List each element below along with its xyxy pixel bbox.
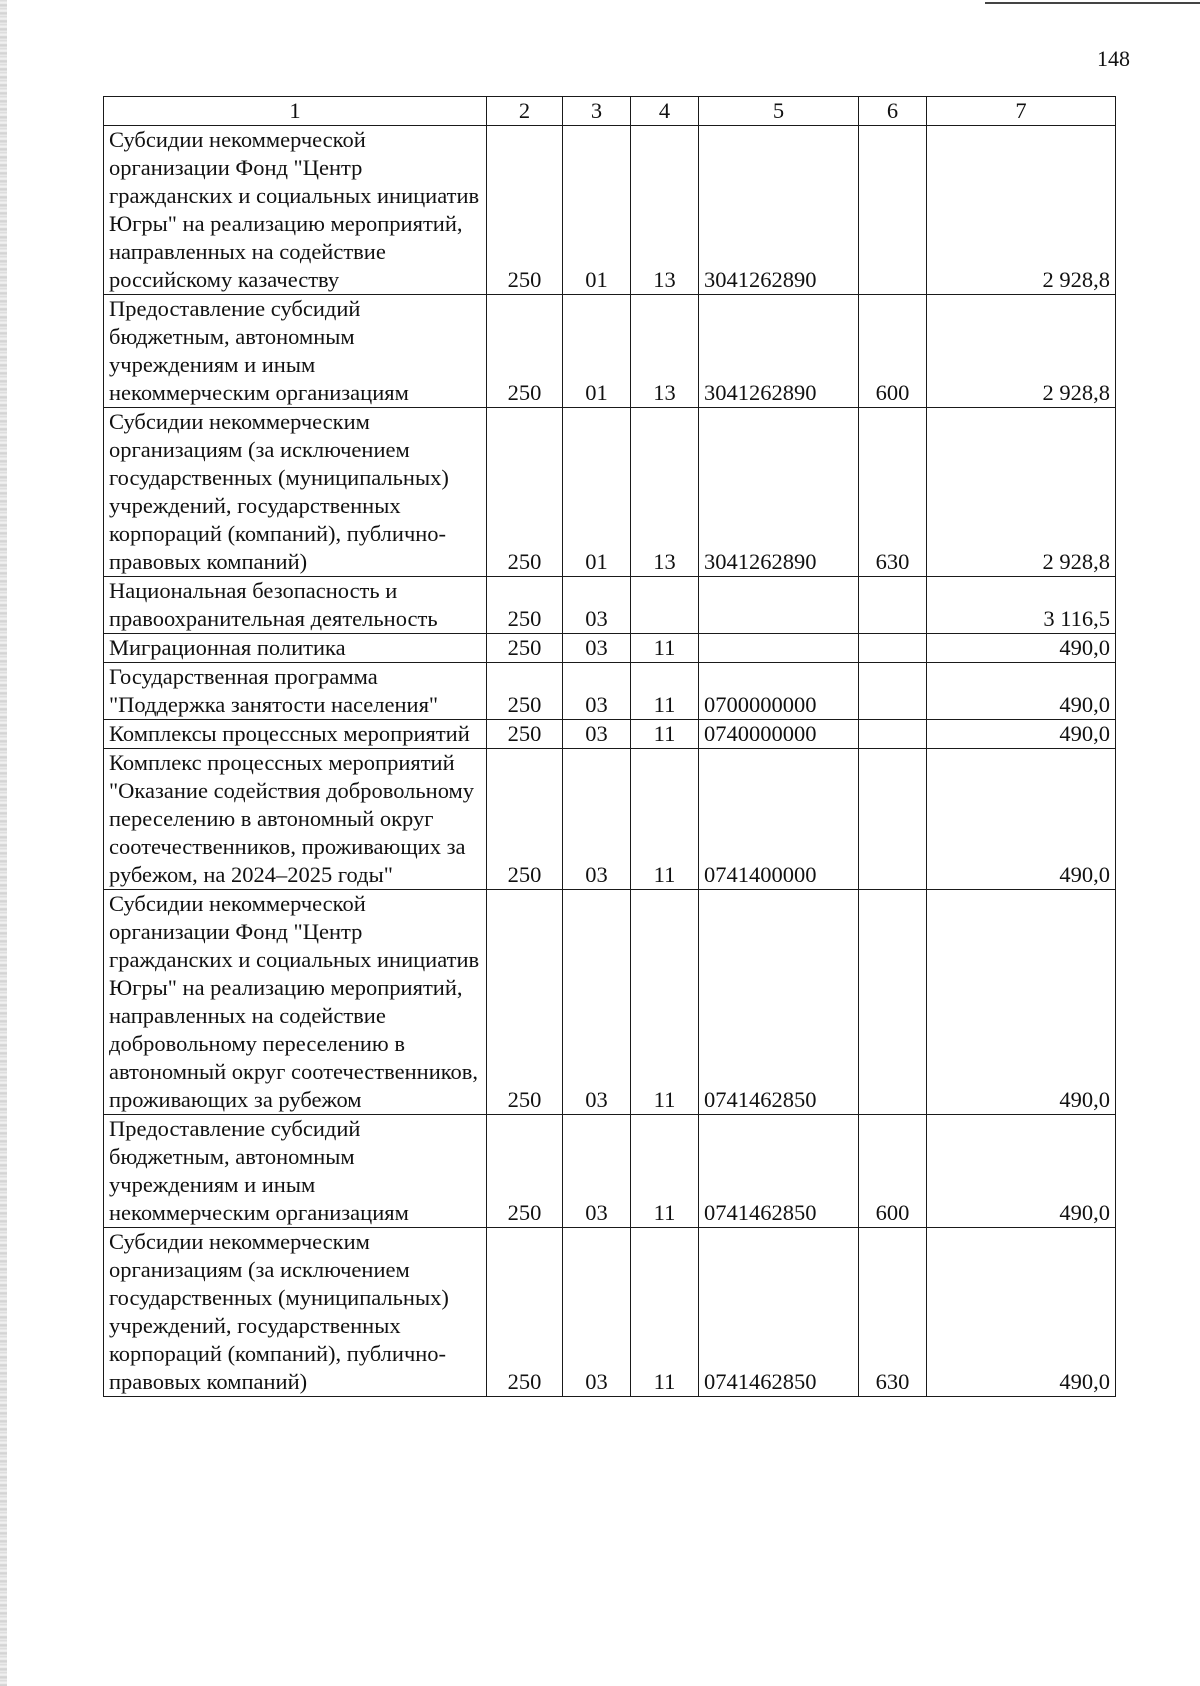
cell-col2: 250: [487, 1228, 563, 1397]
cell-col6: [859, 126, 927, 295]
row-name: Предоставление субсидий бюджетным, автономным учреждениям и иным некоммерческим организациям: [104, 1115, 487, 1228]
cell-col5: 0741462850: [699, 890, 859, 1115]
cell-col5: [699, 577, 859, 634]
cell-amount: 2 928,8: [927, 408, 1116, 577]
cell-col6: [859, 577, 927, 634]
cell-col6: [859, 720, 927, 749]
table-row: [104, 408, 1116, 577]
cell-col2: 250: [487, 408, 563, 577]
row-name: Миграционная политика: [104, 634, 487, 663]
cell-col2: 250: [487, 126, 563, 295]
cell-col3: 03: [563, 1115, 631, 1228]
cell-amount: 490,0: [927, 890, 1116, 1115]
row-name: Субсидии некоммерческим организациям (за исключением государственных (муниципальных) учреждений, государственных корпораций (компаний), публично-правовых компаний): [104, 1228, 487, 1397]
cell-col4: 11: [631, 663, 699, 720]
cell-col5: 0741462850: [699, 1115, 859, 1228]
row-name: Субсидии некоммерческой организации Фонд "Центр гражданских и социальных инициатив Югры" на реализацию мероприятий, направленных на содействие добровольному переселению в автономный округ соотечественников, проживающих за рубежом: [104, 890, 487, 1115]
cell-amount: 490,0: [927, 634, 1116, 663]
cell-col5: 0741400000: [699, 749, 859, 890]
row-name: Субсидии некоммерческим организациям (за исключением государственных (муниципальных) учреждений, государственных корпораций (компаний), публично-правовых компаний): [104, 408, 487, 577]
cell-col3: 01: [563, 408, 631, 577]
cell-col4: 13: [631, 126, 699, 295]
cell-col4: 11: [631, 1228, 699, 1397]
cell-col5: 0741462850: [699, 1228, 859, 1397]
cell-col5: 0700000000: [699, 663, 859, 720]
cell-col4: 13: [631, 408, 699, 577]
cell-col2: 250: [487, 295, 563, 408]
cell-col3: 03: [563, 634, 631, 663]
row-name: Государственная программа "Поддержка занятости населения": [104, 663, 487, 720]
cell-col5: 3041262890: [699, 295, 859, 408]
table-row: [104, 577, 1116, 634]
cell-col3: 01: [563, 126, 631, 295]
cell-col2: 250: [487, 634, 563, 663]
cell-col6: [859, 749, 927, 890]
cell-col2: 250: [487, 663, 563, 720]
corner-line: [985, 2, 1200, 4]
cell-amount: 490,0: [927, 663, 1116, 720]
row-name: Комплексы процессных мероприятий: [104, 720, 487, 749]
cell-col2: 250: [487, 720, 563, 749]
column-header-4: 4: [631, 97, 699, 126]
page-number: 148: [1097, 46, 1130, 71]
cell-col2: 250: [487, 577, 563, 634]
cell-amount: 2 928,8: [927, 295, 1116, 408]
cell-col3: 03: [563, 577, 631, 634]
row-name: Предоставление субсидий бюджетным, автономным учреждениям и иным некоммерческим организациям: [104, 295, 487, 408]
row-name: Комплекс процессных мероприятий "Оказание содействия добровольному переселению в автономный округ соотечественников, проживающих за рубежом, на 2024–2025 годы": [104, 749, 487, 890]
cell-col3: 01: [563, 295, 631, 408]
cell-col5: 3041262890: [699, 408, 859, 577]
cell-amount: 2 928,8: [927, 126, 1116, 295]
column-header-5: 5: [699, 97, 859, 126]
table-row: [104, 720, 1116, 749]
cell-col4: 11: [631, 634, 699, 663]
cell-col3: 03: [563, 720, 631, 749]
table-row: [104, 1228, 1116, 1397]
cell-col2: 250: [487, 890, 563, 1115]
cell-col5: 0740000000: [699, 720, 859, 749]
cell-col5: 3041262890: [699, 126, 859, 295]
cell-col6: 630: [859, 1228, 927, 1397]
row-name: Субсидии некоммерческой организации Фонд "Центр гражданских и социальных инициатив Югры" на реализацию мероприятий, направленных на содействие российскому казачеству: [104, 126, 487, 295]
cell-col6: 600: [859, 295, 927, 408]
table-row: [104, 1115, 1116, 1228]
cell-amount: 3 116,5: [927, 577, 1116, 634]
row-name: Национальная безопасность и правоохранительная деятельность: [104, 577, 487, 634]
cell-amount: 490,0: [927, 1115, 1116, 1228]
cell-col4: [631, 577, 699, 634]
cell-col4: 11: [631, 749, 699, 890]
column-header-7: 7: [927, 97, 1116, 126]
cell-amount: 490,0: [927, 749, 1116, 890]
cell-col4: 11: [631, 890, 699, 1115]
header-row: [104, 97, 1116, 126]
cell-col4: 13: [631, 295, 699, 408]
cell-col6: [859, 663, 927, 720]
table-row: [104, 890, 1116, 1115]
budget-table: [103, 96, 1116, 1397]
table-row: [104, 126, 1116, 295]
table-row: [104, 295, 1116, 408]
cell-col4: 11: [631, 720, 699, 749]
cell-col6: [859, 634, 927, 663]
cell-amount: 490,0: [927, 1228, 1116, 1397]
scan-edge: [0, 0, 7, 1686]
table-row: [104, 663, 1116, 720]
cell-col3: 03: [563, 890, 631, 1115]
table-row: [104, 634, 1116, 663]
cell-col4: 11: [631, 1115, 699, 1228]
cell-col6: [859, 890, 927, 1115]
cell-amount: 490,0: [927, 720, 1116, 749]
cell-col5: [699, 634, 859, 663]
cell-col3: 03: [563, 663, 631, 720]
column-header-3: 3: [563, 97, 631, 126]
cell-col6: 630: [859, 408, 927, 577]
column-header-6: 6: [859, 97, 927, 126]
cell-col3: 03: [563, 1228, 631, 1397]
cell-col2: 250: [487, 1115, 563, 1228]
column-header-1: 1: [104, 97, 487, 126]
column-header-2: 2: [487, 97, 563, 126]
table-row: [104, 749, 1116, 890]
cell-col6: 600: [859, 1115, 927, 1228]
cell-col2: 250: [487, 749, 563, 890]
cell-col3: 03: [563, 749, 631, 890]
